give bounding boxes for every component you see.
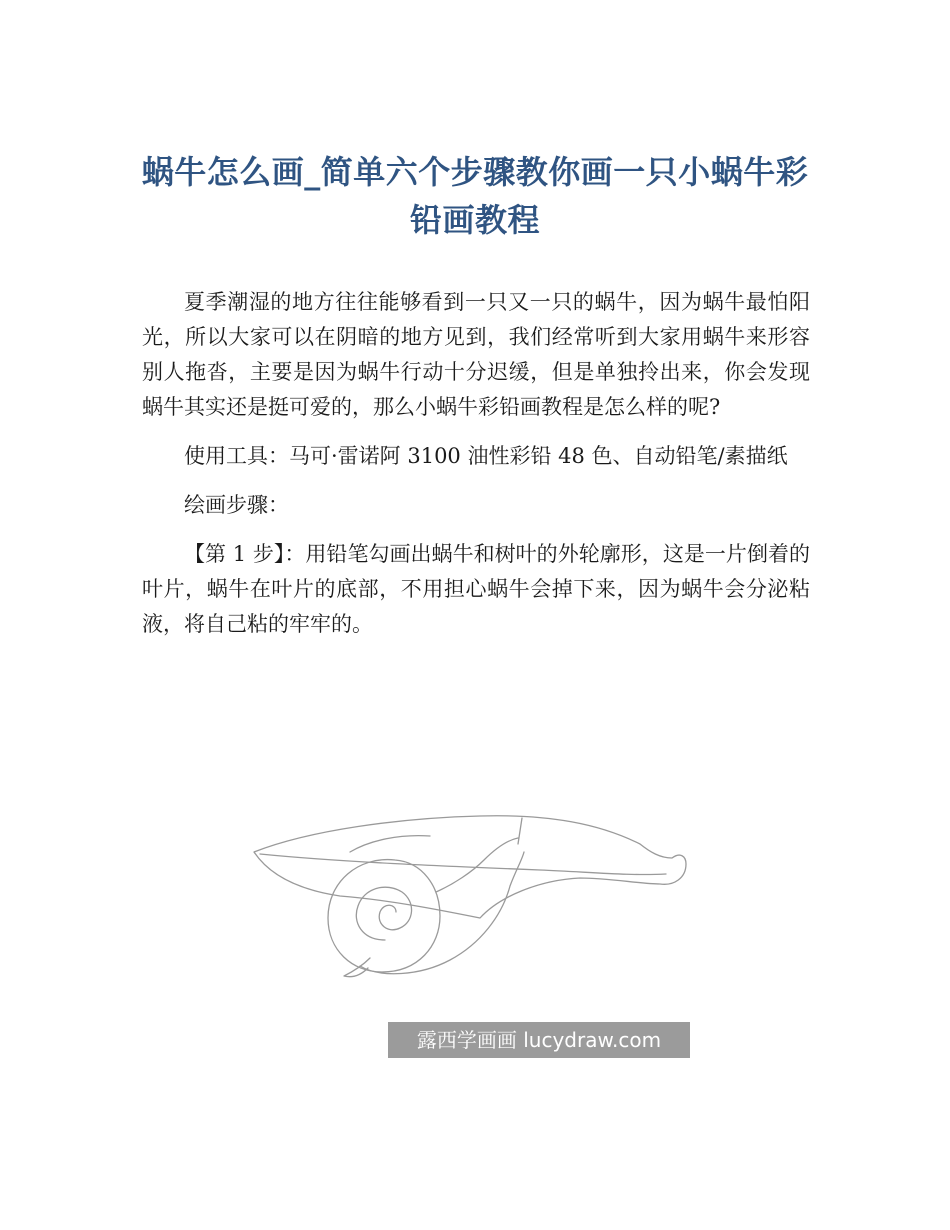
leaf-midrib — [260, 854, 666, 875]
snail-antenna — [518, 818, 522, 844]
snail-sketch-illustration — [240, 800, 710, 1000]
snail-neck — [436, 838, 518, 892]
article-body — [142, 285, 810, 656]
paragraph-tools: 使用工具：马可·雷诺阿 3100 油性彩铅 48 色、自动铅笔/素描纸 — [184, 444, 788, 468]
snail-body — [360, 852, 524, 974]
snail-shell-spiral — [356, 887, 411, 940]
paragraph-intro: 夏季潮湿的地方往往能够看到一只又一只的蜗牛，因为蜗牛最怕阳光，所以大家可以在阴暗的地方见到，我们经常听到大家用蜗牛来形容别人拖沓，主要是因为蜗牛行动十分迟缓，但是单独拎出来，你会发现蜗牛其实还是挺可爱的，那么小蜗牛彩铅画教程是怎么样的呢? — [142, 290, 810, 419]
paragraph-steps-heading: 绘画步骤： — [184, 493, 289, 517]
watermark-badge: 露西学画画 lucydraw.com — [388, 1022, 690, 1058]
snail-shell-outer — [328, 860, 440, 972]
page-title: 蜗牛怎么画_简单六个步骤教你画一只小蜗牛彩铅画教程 — [141, 153, 809, 239]
leaf-underside — [350, 836, 430, 852]
paragraph-step-1: 【第 1 步】：用铅笔勾画出蜗牛和树叶的外轮廓形，这是一片倒着的叶片，蜗牛在叶片的底部，不用担心蜗牛会掉下来，因为蜗牛会分泌粘液，将自己粘的牢牢的。 — [142, 542, 810, 636]
